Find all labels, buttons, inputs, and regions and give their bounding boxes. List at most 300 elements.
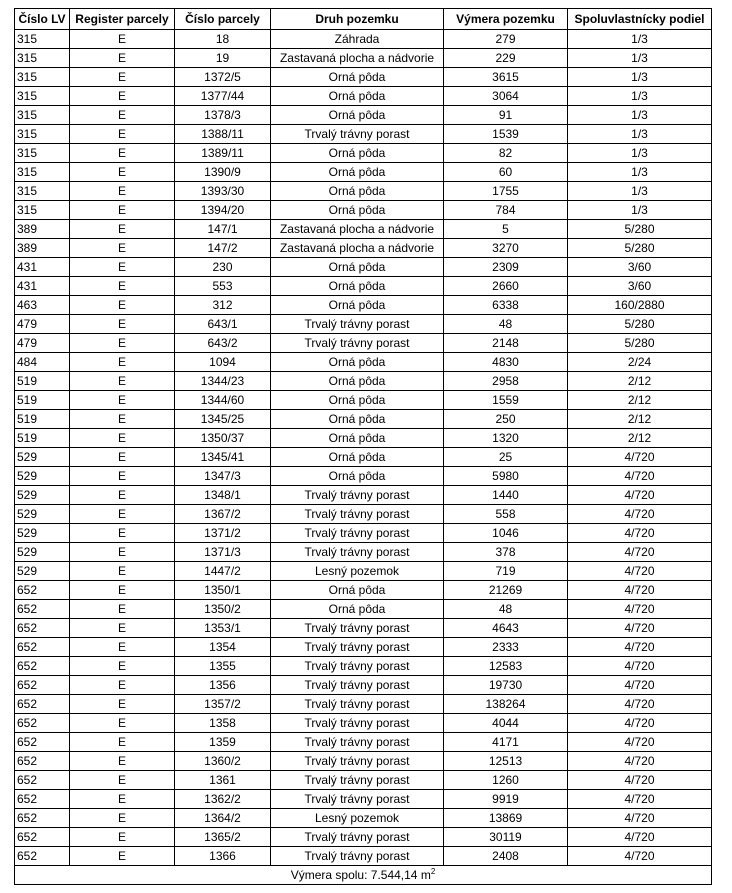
cell-cislo-lv: 652 — [15, 714, 70, 733]
cell-spoluvlastnicky-podiel: 4/720 — [568, 714, 712, 733]
cell-cislo-lv: 389 — [15, 239, 70, 258]
table-row — [15, 429, 712, 448]
cell-cislo-lv: 315 — [15, 49, 70, 68]
cell-register-parcely: E — [70, 600, 175, 619]
cell-vymera-pozemku: 4830 — [444, 353, 568, 372]
cell-cislo-lv: 519 — [15, 410, 70, 429]
cell-vymera-pozemku: 4044 — [444, 714, 568, 733]
cell-register-parcely: E — [70, 638, 175, 657]
cell-spoluvlastnicky-podiel: 4/720 — [568, 733, 712, 752]
cell-spoluvlastnicky-podiel: 5/280 — [568, 239, 712, 258]
cell-vymera-pozemku: 1539 — [444, 125, 568, 144]
cell-vymera-pozemku: 19730 — [444, 676, 568, 695]
cell-register-parcely: E — [70, 847, 175, 866]
cell-register-parcely: E — [70, 619, 175, 638]
table-row — [15, 334, 712, 353]
cell-druh-pozemku: Trvalý trávny porast — [271, 334, 444, 353]
cell-druh-pozemku: Trvalý trávny porast — [271, 543, 444, 562]
cell-druh-pozemku: Orná pôda — [271, 372, 444, 391]
cell-spoluvlastnicky-podiel: 1/3 — [568, 87, 712, 106]
cell-spoluvlastnicky-podiel: 4/720 — [568, 828, 712, 847]
cell-register-parcely: E — [70, 277, 175, 296]
table-row — [15, 125, 712, 144]
cell-vymera-pozemku: 9919 — [444, 790, 568, 809]
cell-register-parcely: E — [70, 239, 175, 258]
cell-register-parcely: E — [70, 790, 175, 809]
cell-spoluvlastnicky-podiel: 4/720 — [568, 600, 712, 619]
cell-register-parcely: E — [70, 391, 175, 410]
cell-cislo-lv: 463 — [15, 296, 70, 315]
cell-spoluvlastnicky-podiel: 4/720 — [568, 619, 712, 638]
cell-spoluvlastnicky-podiel: 2/24 — [568, 353, 712, 372]
cell-cislo-lv: 315 — [15, 87, 70, 106]
cell-vymera-pozemku: 5 — [444, 220, 568, 239]
cell-register-parcely: E — [70, 87, 175, 106]
cell-cislo-parcely: 1364/2 — [175, 809, 271, 828]
table-row — [15, 809, 712, 828]
cell-cislo-lv: 652 — [15, 619, 70, 638]
cell-druh-pozemku: Orná pôda — [271, 353, 444, 372]
cell-register-parcely: E — [70, 106, 175, 125]
cell-cislo-lv: 652 — [15, 657, 70, 676]
table-body — [15, 30, 712, 866]
cell-druh-pozemku: Orná pôda — [271, 581, 444, 600]
cell-vymera-pozemku: 12513 — [444, 752, 568, 771]
cell-druh-pozemku: Trvalý trávny porast — [271, 638, 444, 657]
cell-druh-pozemku: Orná pôda — [271, 201, 444, 220]
header-register-parcely: Register parcely — [70, 9, 175, 30]
cell-vymera-pozemku: 3615 — [444, 68, 568, 87]
cell-spoluvlastnicky-podiel: 1/3 — [568, 106, 712, 125]
cell-druh-pozemku: Trvalý trávny porast — [271, 733, 444, 752]
cell-register-parcely: E — [70, 182, 175, 201]
cell-cislo-parcely: 1354 — [175, 638, 271, 657]
cell-register-parcely: E — [70, 828, 175, 847]
cell-cislo-lv: 519 — [15, 372, 70, 391]
table-row — [15, 30, 712, 49]
cell-register-parcely: E — [70, 429, 175, 448]
cell-spoluvlastnicky-podiel: 4/720 — [568, 790, 712, 809]
cell-spoluvlastnicky-podiel: 4/720 — [568, 695, 712, 714]
cell-cislo-parcely: 1362/2 — [175, 790, 271, 809]
cell-druh-pozemku: Orná pôda — [271, 87, 444, 106]
cell-register-parcely: E — [70, 543, 175, 562]
cell-register-parcely: E — [70, 410, 175, 429]
cell-cislo-lv: 652 — [15, 752, 70, 771]
table-row — [15, 790, 712, 809]
table-row — [15, 201, 712, 220]
cell-cislo-parcely: 1365/2 — [175, 828, 271, 847]
table-row — [15, 182, 712, 201]
header-vymera-pozemku: Výmera pozemku — [444, 9, 568, 30]
cell-cislo-parcely: 1345/25 — [175, 410, 271, 429]
cell-cislo-lv: 529 — [15, 543, 70, 562]
cell-spoluvlastnicky-podiel: 1/3 — [568, 144, 712, 163]
cell-druh-pozemku: Trvalý trávny porast — [271, 505, 444, 524]
cell-vymera-pozemku: 1755 — [444, 182, 568, 201]
cell-cislo-lv: 652 — [15, 771, 70, 790]
cell-vymera-pozemku: 784 — [444, 201, 568, 220]
header-cislo-lv: Číslo LV — [15, 9, 70, 30]
cell-druh-pozemku: Orná pôda — [271, 68, 444, 87]
cell-cislo-lv: 519 — [15, 429, 70, 448]
table-row — [15, 68, 712, 87]
cell-cislo-parcely: 1358 — [175, 714, 271, 733]
cell-cislo-parcely: 1094 — [175, 353, 271, 372]
cell-cislo-lv: 315 — [15, 182, 70, 201]
cell-vymera-pozemku: 2309 — [444, 258, 568, 277]
cell-druh-pozemku: Orná pôda — [271, 277, 444, 296]
table-row — [15, 847, 712, 866]
cell-spoluvlastnicky-podiel: 1/3 — [568, 30, 712, 49]
table-row — [15, 372, 712, 391]
table-row — [15, 524, 712, 543]
cell-druh-pozemku: Orná pôda — [271, 467, 444, 486]
cell-cislo-lv: 652 — [15, 638, 70, 657]
cell-cislo-parcely: 1348/1 — [175, 486, 271, 505]
cell-register-parcely: E — [70, 372, 175, 391]
table-row — [15, 600, 712, 619]
cell-cislo-parcely: 1388/11 — [175, 125, 271, 144]
cell-vymera-pozemku: 25 — [444, 448, 568, 467]
cell-cislo-parcely: 1355 — [175, 657, 271, 676]
cell-cislo-parcely: 1356 — [175, 676, 271, 695]
table-row — [15, 638, 712, 657]
table-row — [15, 467, 712, 486]
cell-vymera-pozemku: 1260 — [444, 771, 568, 790]
cell-register-parcely: E — [70, 733, 175, 752]
cell-spoluvlastnicky-podiel: 1/3 — [568, 49, 712, 68]
cell-vymera-pozemku: 60 — [444, 163, 568, 182]
cell-druh-pozemku: Trvalý trávny porast — [271, 790, 444, 809]
cell-cislo-parcely: 1389/11 — [175, 144, 271, 163]
cell-druh-pozemku: Orná pôda — [271, 144, 444, 163]
cell-druh-pozemku: Orná pôda — [271, 391, 444, 410]
cell-cislo-parcely: 1367/2 — [175, 505, 271, 524]
cell-cislo-parcely: 643/1 — [175, 315, 271, 334]
table-row — [15, 562, 712, 581]
cell-cislo-lv: 529 — [15, 448, 70, 467]
cell-spoluvlastnicky-podiel: 5/280 — [568, 315, 712, 334]
cell-druh-pozemku: Trvalý trávny porast — [271, 695, 444, 714]
cell-register-parcely: E — [70, 809, 175, 828]
cell-cislo-parcely: 1371/2 — [175, 524, 271, 543]
cell-cislo-parcely: 1350/37 — [175, 429, 271, 448]
table-row — [15, 486, 712, 505]
cell-cislo-lv: 529 — [15, 562, 70, 581]
cell-druh-pozemku: Trvalý trávny porast — [271, 714, 444, 733]
cell-druh-pozemku: Trvalý trávny porast — [271, 486, 444, 505]
cell-druh-pozemku: Trvalý trávny porast — [271, 828, 444, 847]
cell-cislo-lv: 652 — [15, 581, 70, 600]
cell-cislo-parcely: 1372/5 — [175, 68, 271, 87]
table-row — [15, 733, 712, 752]
total-area — [15, 866, 712, 885]
cell-vymera-pozemku: 48 — [444, 315, 568, 334]
cell-cislo-lv: 529 — [15, 505, 70, 524]
cell-druh-pozemku: Orná pôda — [271, 182, 444, 201]
cell-cislo-lv: 529 — [15, 467, 70, 486]
cell-cislo-parcely: 230 — [175, 258, 271, 277]
cell-cislo-lv: 652 — [15, 828, 70, 847]
cell-vymera-pozemku: 91 — [444, 106, 568, 125]
cell-druh-pozemku: Orná pôda — [271, 600, 444, 619]
cell-cislo-lv: 529 — [15, 524, 70, 543]
cell-cislo-lv: 652 — [15, 600, 70, 619]
cell-cislo-parcely: 1359 — [175, 733, 271, 752]
cell-spoluvlastnicky-podiel: 4/720 — [568, 771, 712, 790]
cell-spoluvlastnicky-podiel: 4/720 — [568, 638, 712, 657]
cell-druh-pozemku: Orná pôda — [271, 429, 444, 448]
table-row — [15, 619, 712, 638]
header-cislo-parcely: Číslo parcely — [175, 9, 271, 30]
cell-register-parcely: E — [70, 220, 175, 239]
cell-register-parcely: E — [70, 562, 175, 581]
table-row — [15, 87, 712, 106]
cell-register-parcely: E — [70, 505, 175, 524]
cell-register-parcely: E — [70, 714, 175, 733]
cell-cislo-lv: 652 — [15, 847, 70, 866]
cell-cislo-parcely: 1347/3 — [175, 467, 271, 486]
total-area-unit-exponent: 2 — [430, 867, 436, 876]
cell-cislo-lv: 315 — [15, 201, 70, 220]
cell-spoluvlastnicky-podiel: 4/720 — [568, 524, 712, 543]
cell-register-parcely: E — [70, 657, 175, 676]
cell-druh-pozemku: Trvalý trávny porast — [271, 524, 444, 543]
table-row — [15, 163, 712, 182]
cell-cislo-lv: 484 — [15, 353, 70, 372]
table-row — [15, 391, 712, 410]
table-row — [15, 505, 712, 524]
cell-vymera-pozemku: 48 — [444, 600, 568, 619]
cell-cislo-parcely: 1350/2 — [175, 600, 271, 619]
cell-spoluvlastnicky-podiel: 4/720 — [568, 847, 712, 866]
cell-cislo-parcely: 1353/1 — [175, 619, 271, 638]
cell-vymera-pozemku: 13869 — [444, 809, 568, 828]
cell-druh-pozemku: Záhrada — [271, 30, 444, 49]
cell-vymera-pozemku: 3270 — [444, 239, 568, 258]
table-row — [15, 695, 712, 714]
cell-vymera-pozemku: 2333 — [444, 638, 568, 657]
cell-spoluvlastnicky-podiel: 4/720 — [568, 657, 712, 676]
cell-druh-pozemku: Orná pôda — [271, 106, 444, 125]
cell-spoluvlastnicky-podiel: 2/12 — [568, 410, 712, 429]
table-row — [15, 657, 712, 676]
cell-spoluvlastnicky-podiel: 2/12 — [568, 429, 712, 448]
cell-vymera-pozemku: 12583 — [444, 657, 568, 676]
cell-spoluvlastnicky-podiel: 1/3 — [568, 68, 712, 87]
table-row — [15, 714, 712, 733]
cell-druh-pozemku: Orná pôda — [271, 258, 444, 277]
cell-spoluvlastnicky-podiel: 4/720 — [568, 809, 712, 828]
cell-vymera-pozemku: 1559 — [444, 391, 568, 410]
cell-vymera-pozemku: 21269 — [444, 581, 568, 600]
cell-register-parcely: E — [70, 163, 175, 182]
cell-cislo-lv: 652 — [15, 733, 70, 752]
table-row — [15, 220, 712, 239]
cell-vymera-pozemku: 719 — [444, 562, 568, 581]
table-row — [15, 410, 712, 429]
table-row — [15, 144, 712, 163]
table-row — [15, 315, 712, 334]
cell-vymera-pozemku: 3064 — [444, 87, 568, 106]
table-header-row — [15, 9, 712, 30]
cell-register-parcely: E — [70, 334, 175, 353]
cell-register-parcely: E — [70, 581, 175, 600]
table-row — [15, 277, 712, 296]
cell-register-parcely: E — [70, 315, 175, 334]
cell-druh-pozemku: Orná pôda — [271, 163, 444, 182]
table-row — [15, 448, 712, 467]
cell-cislo-lv: 652 — [15, 809, 70, 828]
cell-vymera-pozemku: 30119 — [444, 828, 568, 847]
cell-spoluvlastnicky-podiel: 2/12 — [568, 372, 712, 391]
cell-spoluvlastnicky-podiel: 4/720 — [568, 676, 712, 695]
cell-spoluvlastnicky-podiel: 4/720 — [568, 581, 712, 600]
cell-vymera-pozemku: 2408 — [444, 847, 568, 866]
cell-cislo-lv: 315 — [15, 125, 70, 144]
cell-register-parcely: E — [70, 486, 175, 505]
cell-cislo-parcely: 643/2 — [175, 334, 271, 353]
cell-register-parcely: E — [70, 448, 175, 467]
table-row — [15, 49, 712, 68]
cell-spoluvlastnicky-podiel: 5/280 — [568, 220, 712, 239]
cell-druh-pozemku: Lesný pozemok — [271, 809, 444, 828]
cell-druh-pozemku: Orná pôda — [271, 296, 444, 315]
cell-spoluvlastnicky-podiel: 1/3 — [568, 201, 712, 220]
table-row — [15, 258, 712, 277]
cell-cislo-parcely: 147/1 — [175, 220, 271, 239]
cell-cislo-parcely: 1344/60 — [175, 391, 271, 410]
cell-cislo-parcely: 1394/20 — [175, 201, 271, 220]
cell-cislo-parcely: 1357/2 — [175, 695, 271, 714]
cell-cislo-lv: 431 — [15, 277, 70, 296]
cell-register-parcely: E — [70, 676, 175, 695]
cell-register-parcely: E — [70, 771, 175, 790]
cell-vymera-pozemku: 138264 — [444, 695, 568, 714]
cell-spoluvlastnicky-podiel: 3/60 — [568, 277, 712, 296]
cell-cislo-lv: 479 — [15, 315, 70, 334]
table-row — [15, 581, 712, 600]
cell-vymera-pozemku: 4643 — [444, 619, 568, 638]
cell-druh-pozemku: Zastavaná plocha a nádvorie — [271, 239, 444, 258]
cell-druh-pozemku: Lesný pozemok — [271, 562, 444, 581]
cell-register-parcely: E — [70, 296, 175, 315]
cell-register-parcely: E — [70, 144, 175, 163]
cell-spoluvlastnicky-podiel: 1/3 — [568, 163, 712, 182]
cell-vymera-pozemku: 2148 — [444, 334, 568, 353]
cell-spoluvlastnicky-podiel: 160/2880 — [568, 296, 712, 315]
cell-cislo-parcely: 1393/30 — [175, 182, 271, 201]
cell-register-parcely: E — [70, 49, 175, 68]
cell-cislo-lv: 315 — [15, 106, 70, 125]
table-row — [15, 676, 712, 695]
table-row — [15, 828, 712, 847]
cell-vymera-pozemku: 2958 — [444, 372, 568, 391]
cell-register-parcely: E — [70, 258, 175, 277]
cell-spoluvlastnicky-podiel: 4/720 — [568, 448, 712, 467]
cell-druh-pozemku: Zastavaná plocha a nádvorie — [271, 220, 444, 239]
cell-register-parcely: E — [70, 68, 175, 87]
table-row — [15, 353, 712, 372]
parcel-table — [14, 8, 712, 885]
cell-register-parcely: E — [70, 353, 175, 372]
cell-spoluvlastnicky-podiel: 2/12 — [568, 391, 712, 410]
cell-vymera-pozemku: 4171 — [444, 733, 568, 752]
cell-register-parcely: E — [70, 125, 175, 144]
cell-cislo-parcely: 553 — [175, 277, 271, 296]
table-footer-row — [15, 866, 712, 885]
cell-vymera-pozemku: 378 — [444, 543, 568, 562]
cell-cislo-lv: 529 — [15, 486, 70, 505]
cell-druh-pozemku: Orná pôda — [271, 410, 444, 429]
cell-spoluvlastnicky-podiel: 4/720 — [568, 467, 712, 486]
cell-vymera-pozemku: 1046 — [444, 524, 568, 543]
cell-spoluvlastnicky-podiel: 4/720 — [568, 543, 712, 562]
cell-cislo-parcely: 1350/1 — [175, 581, 271, 600]
cell-cislo-parcely: 1378/3 — [175, 106, 271, 125]
cell-druh-pozemku: Trvalý trávny porast — [271, 676, 444, 695]
cell-vymera-pozemku: 229 — [444, 49, 568, 68]
cell-cislo-lv: 479 — [15, 334, 70, 353]
cell-register-parcely: E — [70, 30, 175, 49]
cell-vymera-pozemku: 250 — [444, 410, 568, 429]
table-row — [15, 296, 712, 315]
cell-cislo-lv: 652 — [15, 676, 70, 695]
cell-vymera-pozemku: 6338 — [444, 296, 568, 315]
cell-druh-pozemku: Trvalý trávny porast — [271, 657, 444, 676]
cell-druh-pozemku: Trvalý trávny porast — [271, 847, 444, 866]
cell-cislo-lv: 652 — [15, 695, 70, 714]
cell-cislo-parcely: 1390/9 — [175, 163, 271, 182]
cell-cislo-parcely: 1447/2 — [175, 562, 271, 581]
cell-druh-pozemku: Trvalý trávny porast — [271, 752, 444, 771]
cell-druh-pozemku: Trvalý trávny porast — [271, 619, 444, 638]
table-row — [15, 239, 712, 258]
cell-druh-pozemku: Trvalý trávny porast — [271, 771, 444, 790]
cell-cislo-parcely: 19 — [175, 49, 271, 68]
cell-cislo-lv: 315 — [15, 144, 70, 163]
cell-druh-pozemku: Trvalý trávny porast — [271, 125, 444, 144]
cell-vymera-pozemku: 82 — [444, 144, 568, 163]
cell-cislo-lv: 389 — [15, 220, 70, 239]
cell-cislo-parcely: 1345/41 — [175, 448, 271, 467]
cell-register-parcely: E — [70, 752, 175, 771]
cell-cislo-parcely: 18 — [175, 30, 271, 49]
cell-spoluvlastnicky-podiel: 3/60 — [568, 258, 712, 277]
cell-druh-pozemku: Trvalý trávny porast — [271, 315, 444, 334]
cell-register-parcely: E — [70, 467, 175, 486]
cell-spoluvlastnicky-podiel: 1/3 — [568, 182, 712, 201]
cell-vymera-pozemku: 1440 — [444, 486, 568, 505]
table-row — [15, 106, 712, 125]
cell-vymera-pozemku: 5980 — [444, 467, 568, 486]
cell-spoluvlastnicky-podiel: 4/720 — [568, 505, 712, 524]
cell-register-parcely: E — [70, 201, 175, 220]
cell-spoluvlastnicky-podiel: 4/720 — [568, 562, 712, 581]
cell-spoluvlastnicky-podiel: 4/720 — [568, 752, 712, 771]
cell-cislo-parcely: 147/2 — [175, 239, 271, 258]
cell-druh-pozemku: Zastavaná plocha a nádvorie — [271, 49, 444, 68]
cell-cislo-parcely: 1361 — [175, 771, 271, 790]
cell-vymera-pozemku: 558 — [444, 505, 568, 524]
cell-druh-pozemku: Orná pôda — [271, 448, 444, 467]
cell-spoluvlastnicky-podiel: 1/3 — [568, 125, 712, 144]
cell-spoluvlastnicky-podiel: 5/280 — [568, 334, 712, 353]
cell-cislo-parcely: 1371/3 — [175, 543, 271, 562]
cell-vymera-pozemku: 279 — [444, 30, 568, 49]
cell-cislo-parcely: 312 — [175, 296, 271, 315]
